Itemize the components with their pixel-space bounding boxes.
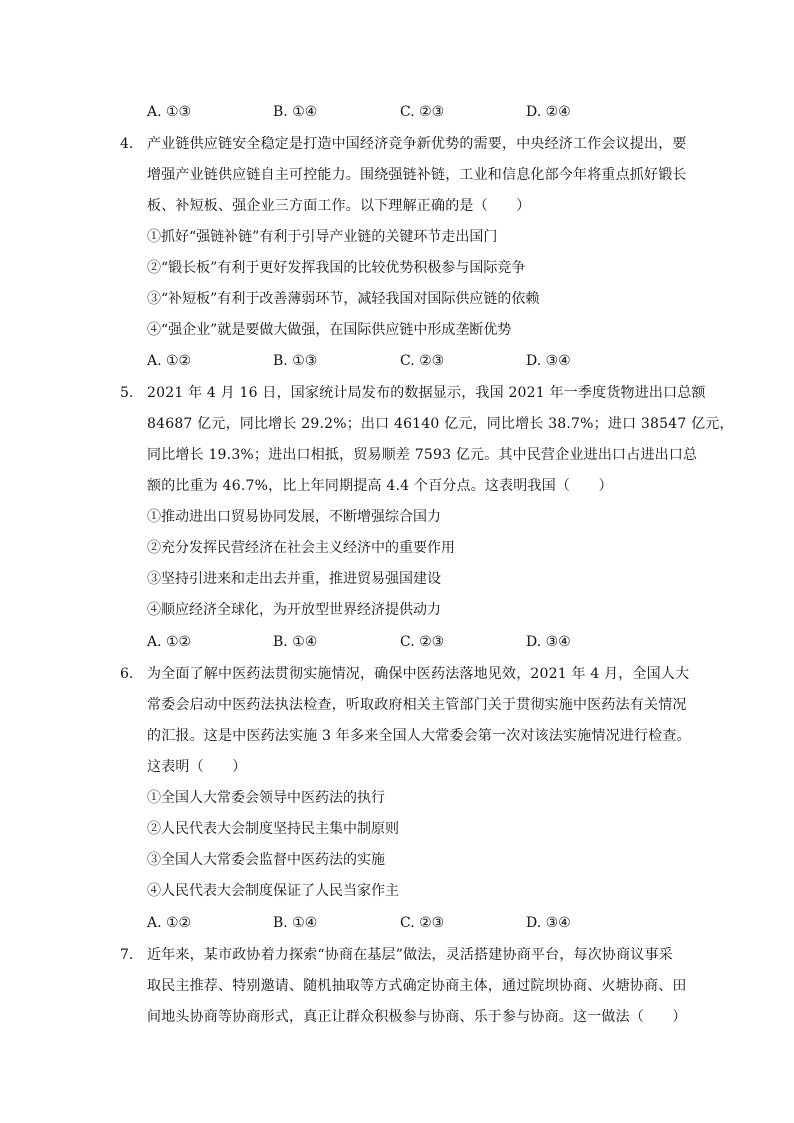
stem-line: 产业链供应链安全稳定是打造中国经济竞争新优势的需要，中央经济工作会议提出，要 [147,136,687,152]
stem-line: 近年来，某市政协着力探索“协商在基层”做法，灵活搭建协商平台，每次协商议事采 [147,947,673,963]
stem-line: 84687 亿元，同比增长 29.2%；出口 46140 亿元，同比增长 38.7%；进口 38547 亿元， [147,416,734,432]
statement-1: ①抓好“强链补链”有利于引导产业链的关键环节走出国门 [147,229,498,245]
stem-line: 取民主推荐、特别邀请、随机抽取等方式确定协商主体，通过院坝协商、火塘协商、田 [147,978,687,994]
question-number: 5. [120,385,134,401]
question-number: 7. [120,947,134,963]
question-number: 6. [120,666,134,682]
statement-4: ④“强企业”就是要做大做强，在国际供应链中形成垄断优势 [147,322,512,338]
stem-line: 增强产业链供应链自主可控能力。围绕强链补链，工业和信息化部今年将重点抓好锻长 [147,167,687,183]
option-c: C. ②③ [400,915,445,931]
stem-line: 间地头协商等协商形式，真正让群众积极参与协商、乐于参与协商。这一做法（ ） [147,1009,687,1025]
statement-1: ①全国人大常委会领导中医药法的执行 [147,790,385,806]
statement-3: ③坚持引进来和走出去并重，推进贸易强国建设 [147,571,441,587]
option-d: D. ③④ [526,353,571,369]
stem-line: 的汇报。这是中医药法实施 3 年多来全国人大常委会第一次对该法实施情况进行检查。 [147,728,691,744]
option-c: C. ②③ [400,104,445,120]
option-a: A. ①② [147,915,192,931]
statement-4: ④顺应经济全球化，为开放型世界经济提供动力 [147,602,441,618]
option-a: A. ①③ [147,104,192,120]
statement-4: ④人民代表大会制度保证了人民当家作主 [147,883,399,899]
option-a: A. ①② [147,353,192,369]
option-d: D. ③④ [526,634,571,650]
option-b: B. ①④ [273,104,318,120]
statement-3: ③全国人大常委会监督中医药法的实施 [147,852,385,868]
option-c: C. ②③ [400,353,445,369]
option-d: D. ②④ [526,104,571,120]
statement-3: ③“补短板”有利于改善薄弱环节，减轻我国对国际供应链的依赖 [147,291,540,307]
stem-line: 常委会启动中医药法执法检查，听取政府相关主管部门关于贯彻实施中医药法有关情况 [147,697,687,713]
stem-line: 这表明（ ） [147,759,247,775]
option-b: B. ①④ [273,915,318,931]
option-d: D. ③④ [526,915,571,931]
statement-2: ②“锻长板”有利于更好发挥我国的比较优势积极参与国际竞争 [147,260,526,276]
option-a: A. ①② [147,634,192,650]
option-b: B. ①④ [273,634,318,650]
statement-2: ②人民代表大会制度坚持民主集中制原则 [147,821,399,837]
statement-1: ①推动进出口贸易协同发展，不断增强综合国力 [147,509,441,525]
statement-2: ②充分发挥民营经济在社会主义经济中的重要作用 [147,540,455,556]
option-c: C. ②③ [400,634,445,650]
stem-line: 板、补短板、强企业三方面工作。以下理解正确的是（ ） [147,198,531,214]
option-b: B. ①③ [273,353,318,369]
stem-line: 额的比重为 46.7%，比上年同期提高 4.4 个百分点。这表明我国（ ） [147,478,613,494]
question-number: 4. [120,136,134,152]
stem-line: 同比增长 19.3%；进出口相抵，贸易顺差 7593 亿元。其中民营企业进出口占进出口总 [147,447,698,463]
stem-line: 2021 年 4 月 16 日，国家统计局发布的数据显示，我国 2021 年一季度货物进出口总额 [147,385,706,401]
stem-line: 为全面了解中医药法贯彻实施情况，确保中医药法落地见效，2021 年 4 月，全国人大 [147,666,690,682]
